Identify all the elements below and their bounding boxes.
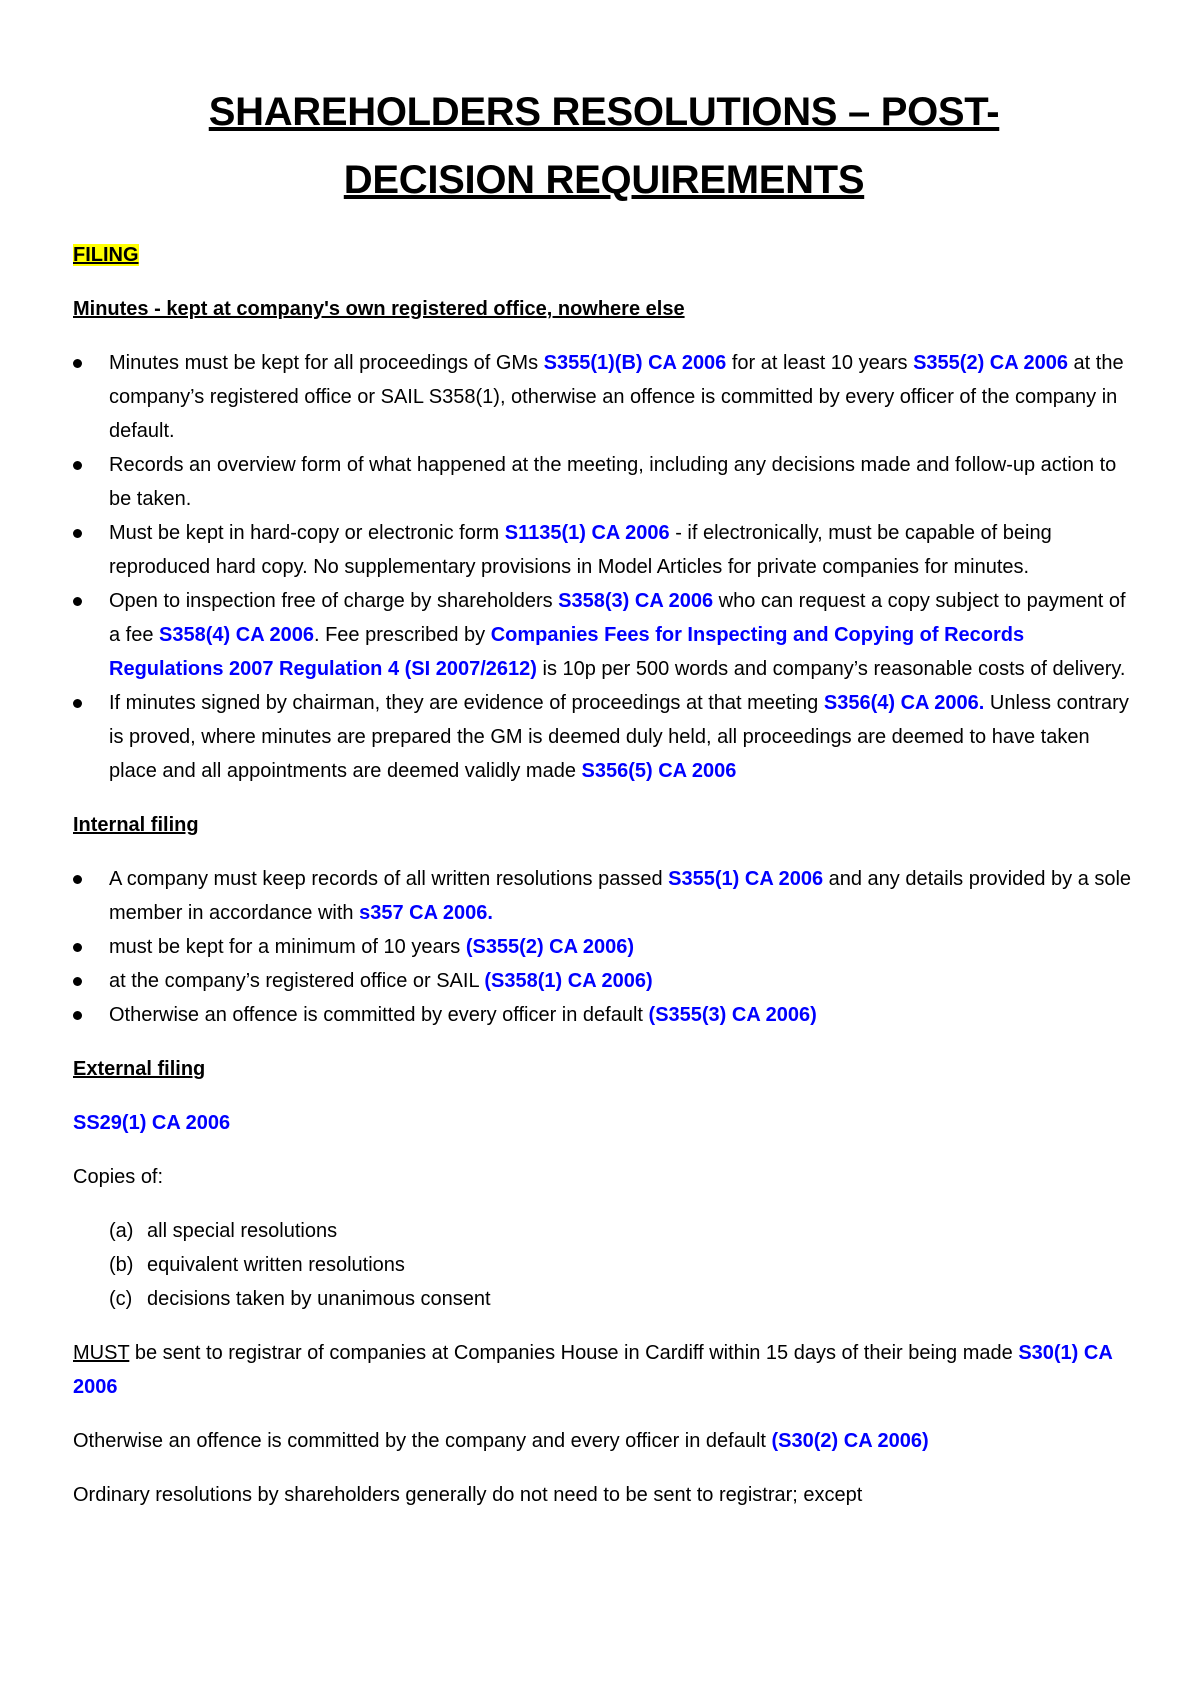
copies-of-label: Copies of: xyxy=(73,1166,164,1188)
external-filing-heading: External filing xyxy=(73,1058,206,1080)
legal-reference: S1135(1) CA 2006 xyxy=(504,522,670,544)
copies-list xyxy=(73,1214,1135,1316)
bullet-icon xyxy=(73,359,82,368)
bullet-icon xyxy=(73,529,82,538)
ordinary-resolutions-paragraph: Ordinary resolutions by shareholders generally do not need to be sent to registrar; except xyxy=(73,1484,863,1506)
list-item: Open to inspection free of charge by shareholders S358(3) CA 2006 who can request a copy subject to payment of a fee S358(4) CA 2006. Fee prescribed by Companies Fees for Inspecting and Copying of Records Regulations 2007 Regulation 4 (SI 2007/2612) is 10p per 500 words and company’s reasonable costs of delivery. xyxy=(73,584,1135,686)
filing-label: FILING xyxy=(73,244,139,266)
bullet-icon xyxy=(73,597,82,606)
legal-reference: S355(1)(B) CA 2006 xyxy=(543,352,727,374)
bullet-icon xyxy=(73,699,82,708)
legal-reference: Companies Fees for Inspecting and Copying of Records Regulations 2007 Regulation 4 (SI 2007/2612) xyxy=(109,624,1025,680)
legal-reference: (S30(2) CA 2006) xyxy=(771,1430,929,1452)
legal-reference: S355(2) CA 2006 xyxy=(913,352,1068,374)
legal-reference: S358(4) CA 2006 xyxy=(159,624,314,646)
legal-reference: S355(1) CA 2006 xyxy=(668,868,824,890)
list-item: If minutes signed by chairman, they are evidence of proceedings at that meeting S356(4) CA 2006. Unless contrary is proved, where minutes are prepared the GM is deemed duly held, all proceedings are deemed to have taken place and all appointments are deemed validly made S356(5) CA 2006 xyxy=(73,686,1135,788)
list-item: A company must keep records of all written resolutions passed S355(1) CA 2006 and any details provided by a sole member in accordance with s357 CA 2006. xyxy=(73,862,1135,930)
list-marker: (a) xyxy=(109,1220,134,1242)
minutes-heading: Minutes - kept at company's own registered office, nowhere else xyxy=(73,298,685,320)
list-item: (a) all special resolutions xyxy=(73,1214,1135,1248)
legal-reference: S358(3) CA 2006 xyxy=(558,590,714,612)
list-item: (b) equivalent written resolutions xyxy=(73,1248,1135,1282)
list-item: (c) decisions taken by unanimous consent xyxy=(73,1282,1135,1316)
list-item: Records an overview form of what happened at the meeting, including any decisions made and follow-up action to be taken. xyxy=(73,448,1135,516)
internal-filing-heading: Internal filing xyxy=(73,814,199,836)
legal-reference: (S355(2) CA 2006) xyxy=(465,936,635,958)
bullet-icon xyxy=(73,977,82,986)
bullet-icon xyxy=(73,1011,82,1020)
bullet-icon xyxy=(73,875,82,884)
internal-filing-list xyxy=(73,862,1135,1032)
legal-reference: s357 CA 2006. xyxy=(359,902,493,924)
title-line-2: DECISION REQUIREMENTS xyxy=(343,158,865,202)
list-marker: (b) xyxy=(109,1254,134,1276)
legal-reference: (S358(1) CA 2006) xyxy=(484,970,653,992)
must-emphasis: MUST xyxy=(73,1342,130,1364)
bullet-icon xyxy=(73,943,82,952)
offence-paragraph: Otherwise an offence is committed by the company and every officer in default (S30(2) CA 2006) xyxy=(73,1430,929,1452)
legal-reference: S30(1) CA 2006 xyxy=(73,1342,1113,1398)
bullet-icon xyxy=(73,461,82,470)
minutes-list xyxy=(73,346,1135,788)
external-filing-reference: SS29(1) CA 2006 xyxy=(73,1112,231,1134)
title-line-1: SHAREHOLDERS RESOLUTIONS – POST- xyxy=(208,90,1000,134)
list-item: Minutes must be kept for all proceedings of GMs S355(1)(B) CA 2006 for at least 10 years S355(2) CA 2006 at the company’s registered office or SAIL S358(1), otherwise an offence is committed by every officer of the company in default. xyxy=(73,346,1135,448)
document-page xyxy=(73,78,1135,1532)
list-marker: (c) xyxy=(109,1288,133,1310)
list-item: at the company’s registered office or SAIL (S358(1) CA 2006) xyxy=(73,964,1135,998)
list-item: must be kept for a minimum of 10 years (S355(2) CA 2006) xyxy=(73,930,1135,964)
filing-label-row xyxy=(73,238,1135,272)
list-item: Must be kept in hard-copy or electronic form S1135(1) CA 2006 - if electronically, must be capable of being reproduced hard copy. No supplementary provisions in Model Articles for private companies for minutes. xyxy=(73,516,1135,584)
legal-reference: S356(4) CA 2006. xyxy=(823,692,985,714)
must-paragraph: MUST be sent to registrar of companies at Companies House in Cardiff within 15 days of their being made S30(1) CA 2006 xyxy=(73,1342,1113,1398)
list-item: Otherwise an offence is committed by every officer in default (S355(3) CA 2006) xyxy=(73,998,1135,1032)
legal-reference: (S355(3) CA 2006) xyxy=(648,1004,817,1026)
legal-reference: S356(5) CA 2006 xyxy=(581,760,737,782)
page-title xyxy=(73,78,1135,214)
